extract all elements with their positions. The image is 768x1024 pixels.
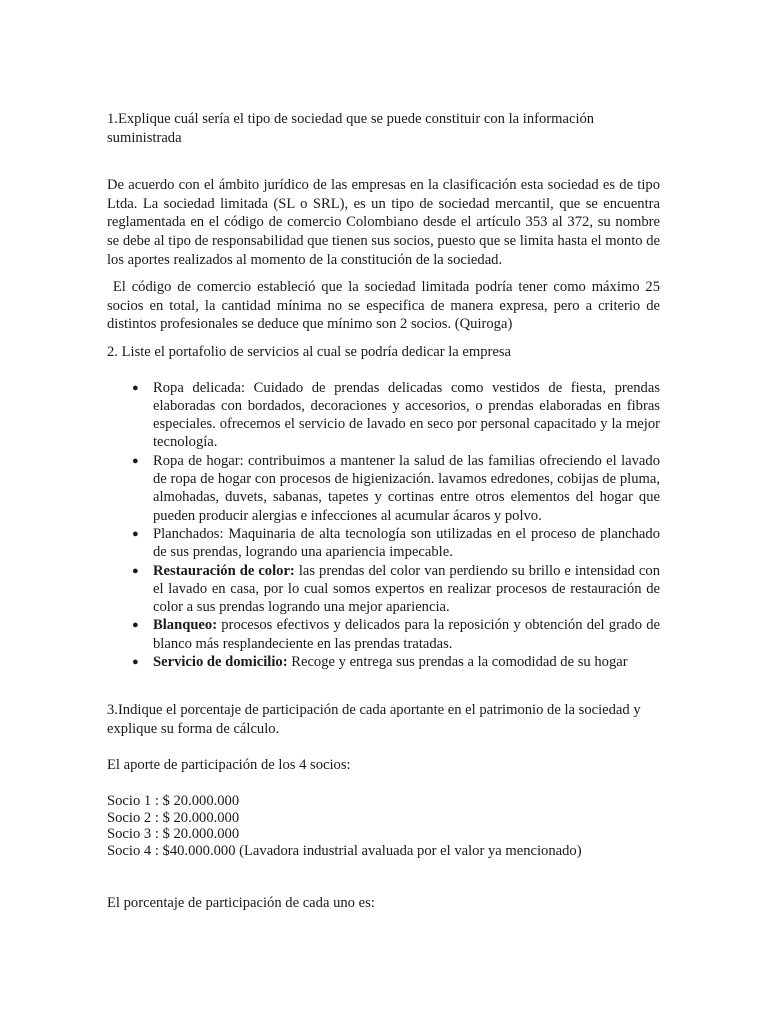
bullet-icon: ● <box>132 527 139 540</box>
service-text: Ropa de hogar: contribuimos a mantener la salud de las familias ofreciendo el lavado de ropa de hogar con procesos de higienización. lavamos edredones, cobijas de pluma, almohadas, duvets, sabanas, tapetes y cortinas entre otros elementos del hogar que pueden producir alergias e infecciones al acumular ácaros y polvo. <box>153 452 660 524</box>
service-text: Recoge y entrega sus prendas a la comodidad de su hogar <box>287 653 628 670</box>
services-list <box>107 379 660 672</box>
answer-1-paragraph-2: El código de comercio estableció que la sociedad limitada podría tener como máximo 25 socios en total, la cantidad mínima no se especifica de manera expresa, pero a criterio de distintos profesionales se deduce que mínimo son 2 socios. (Quiroga) <box>107 279 664 333</box>
bullet-icon: ● <box>132 454 139 467</box>
service-text: Ropa delicada: Cuidado de prendas delicadas como vestidos de fiesta, prendas elaboradas con bordados, decoraciones y accesorios, o prendas elaboradas en fibras especiales. ofrecemos el servicio de lavado en seco por personal capacitado y la mejor tecnología. <box>153 379 660 451</box>
list-item <box>132 653 660 671</box>
socio-line: Socio 2 : $ 20.000.000 <box>107 809 240 826</box>
service-title: Servicio de domicilio: <box>153 653 288 670</box>
bullet-icon: ● <box>132 619 139 632</box>
question-3: 3.Indique el porcentaje de participación de cada aportante en el patrimonio de la sociedad y explique su forma de cálculo. <box>107 702 641 737</box>
porcentaje-intro: El porcentaje de participación de cada uno es: <box>107 895 375 912</box>
list-item <box>132 562 660 617</box>
service-text: Planchados: Maquinaria de alta tecnología son utilizadas en el proceso de planchado de sus prendas, logrando una apariencia impecable. <box>153 525 660 561</box>
list-item <box>132 452 660 525</box>
service-text: procesos efectivos y delicados para la reposición y obtención del grado de blanco más resplandeciente en las prendas tratadas. <box>153 617 660 652</box>
list-item <box>132 525 660 562</box>
service-title: Blanqueo: <box>153 617 218 634</box>
socio-line: Socio 3 : $ 20.000.000 <box>107 826 240 843</box>
service-text: las prendas del color van perdiendo su brillo e intensidad con el lavado en casa, por lo cual somos expertos en realizar procesos de restauración de color a sus prendas logrando una mejor apariencia. <box>153 562 660 616</box>
question-1: 1.Explique cuál sería el tipo de sociedad que se puede constituir con la información suministrada <box>107 111 595 146</box>
socio-line: Socio 1 : $ 20.000.000 <box>107 793 240 810</box>
socio-line: Socio 4 : $40.000.000 (Lavadora industrial avaluada por el valor ya mencionado) <box>107 842 582 859</box>
list-item <box>132 379 660 452</box>
bullet-icon: ● <box>132 381 139 394</box>
question-2: 2. Liste el portafolio de servicios al cual se podría dedicar la empresa <box>107 343 512 360</box>
answer-1-paragraph-1: De acuerdo con el ámbito jurídico de las empresas en la clasificación esta sociedad es de tipo Ltda. La sociedad limitada (SL o SRL), es un tipo de sociedad mercantil, que se encuentra reglamentada en el código de comercio Colombiano desde el artículo 353 al 372, su nombre se debe al tipo de responsabilidad que tienen sus socios, puesto que se limita hasta el monto de los aportes realizados al momento de la constitución de la sociedad. <box>107 177 660 268</box>
list-item <box>132 616 660 653</box>
socios-list <box>107 793 660 859</box>
document-page <box>107 110 664 913</box>
service-title: Restauración de color: <box>153 562 295 579</box>
bullet-icon: ● <box>132 655 139 668</box>
bullet-icon: ● <box>132 564 139 577</box>
aporte-intro: El aporte de participación de los 4 socios: <box>107 757 351 774</box>
